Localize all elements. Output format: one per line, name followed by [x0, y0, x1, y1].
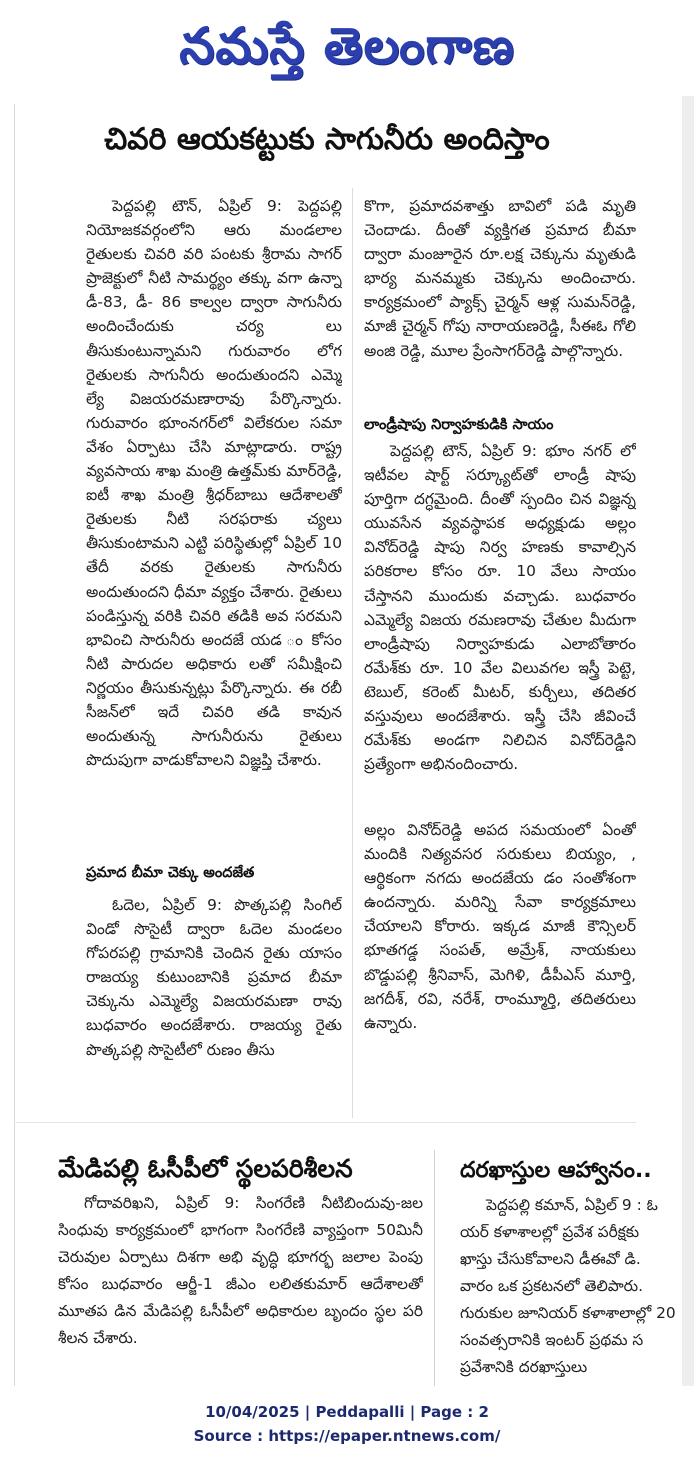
page-footer: [0, 1400, 694, 1448]
article-paragraph: ఓదెల, ఏప్రిల్ 9: పొత్కపల్లి సింగిల్ విండో సొసైటీ ద్వారా ఓదెల మండలం గోపరపల్లి గ్రామానికి చెందిన రైతు యాసం రాజయ్య కుటుంబానికి ప్రమాద బీమా చెక్కును ఎమ్మెల్యే విజయరమణా రావు బుధవారం అందజేశారు. రాజయ్య రైతు పొత్కపల్లి సొసైటీలో రుణం తీసు: [86, 896, 342, 1059]
article-line: గురుకుల జూనియర్ కళాశాలాల్లో 20: [460, 1304, 676, 1322]
article-paragraph: పెద్దపల్లి టౌన్, ఏప్రిల్ 9: పెద్దపల్లి నియోజకవర్గంలోని ఆరు మండలాల రైతులకు చివరి వరి పంటకు శ్రీరామ సాగర్ ప్రాజెక్టులో నీటి సామర్థ్యం తక్కు వగా ఉన్నా డీ-83, డీ- 86 కాల్వల ద్వారా సాగునీరు అందించేందుకు చర్య లు తీసుకుంటున్నామని గురువారం లోగ రైతులకు సాగునీరు అందుతుందని ఎమ్మె ల్యే విజయరమణారావు పేర్కొన్నారు. గురువారం భూంనగర్‌లో విలేకరుల సమా వేశం ఏర్పాటు చేసి మాట్లాడారు. రాష్ట్ర వ్యవసాయ శాఖ మంత్రి ఉత్తమ్‌కు మార్‌రెడ్డి, ఐటీ శాఖ మంత్రి శ్రీధర్‌బాబు ఆదేశాలతో రైతులకు నీటి సరఫరాకు చ్యలు తీసుకుంటామని ఎట్టి పరిస్థితుల్లో ఏప్రిల్ 10 తేదీ వరకు రైతులకు సాగునీరు అందుతుందని ధీమా వ్యక్తం చేశారు. రైతులు పండిస్తున్న వరికి చివరి తడికి అవ సరమని భావించి సారునీరు అందజే యడ ం కోసం నీటి పారుదల అధికారు లతో సమీక్షించి నిర్ణయం తీసుకున్నట్లు పేర్కొన్నారు. ఈ రబీ సీజన్‌లో ఇదే చివరి తడి కావున అందుతున్న సాగునీరును రైతులు పొదుపుగా వాడుకోవాలని విజ్ఞప్తి చేశారు.: [86, 197, 342, 770]
column-divider: [352, 188, 353, 1118]
newspaper-logo: నమస్తే తెలంగాణ: [179, 16, 515, 75]
article-column-1: [86, 194, 342, 816]
story-divider: [434, 1150, 435, 1386]
story-headline-medipalli: మేడిపల్లి ఓసీపీలో స్థలపరిశీలన: [58, 1154, 353, 1183]
article-paragraph: అల్లం వినోద్‌రెడ్డి అపద సమయంలో ఏంతో మందికి నిత్యవసర సరుకులు బియ్యం, , ఆర్థికంగా నగదు అందజేయ డం సంతోశంగా ఉందన్నారు. మరిన్ని సేవా కార్యక్రమాలు చేయాలని కోరారు. ఇక్కడ మాజీ కౌన్సిలర్ భూతగడ్డ సంపత్, అమ్రేశ్, నాయకులు బొడ్డుపల్లి శ్రీనివాస్, మెగిళి, డీపీఎస్ మూర్తి, జగదీశ్, రవి, నరేశ్, రాంమ్మూర్తి, తదితరులు ఉన్నారు.: [364, 821, 636, 1032]
article-paragraph: గోదావరిఖని, ఏప్రిల్ 9: సింగరేణి నీటిబిందువు-జల సింధువు కార్యక్రమంలో భాగంగా సింగరేణి వ్యాప్తంగా 50మినీ చెరువుల ఏర్పాటు దిశగా అభి వృద్ధి భూగర్భ జలాల పెంపు కోసం బుధవారం ఆర్జీ-1 జీఎం లలితకుమార్ ఆదేశాలతో మూతప డిన మేడిపల్లి ఓసీపీలో అధికారుల బృందం స్థల పరి శీలన చేశారు.: [58, 1194, 423, 1347]
subheading-insurance-cheque: ప్రమాద బీమా చెక్కు అందజేత: [86, 865, 255, 881]
article-line: ఖాస్తు చేసుకోవాలని డీఈవో డి.: [460, 1250, 641, 1268]
edition-info: 10/04/2025 | Peddapalli | Page : 2: [205, 1403, 489, 1421]
article-column-2: [364, 194, 636, 410]
story-headline-main: చివరి ఆయకట్టుకు సాగునీరు అందిస్తాం: [104, 122, 550, 157]
article-column-1-continued: [86, 893, 342, 1115]
section-rule: [14, 1122, 636, 1123]
article-paragraph: పెద్దపల్లి టౌన్, ఏప్రిల్ 9: భూం నగర్ లో ఇటీవల షార్ట్ సర్క్యూట్‌తో లాండ్రీ షాపు పూర్తిగా దగ్ధమైంది. దీంతో స్పందిం చిన విజ్ఞన్న యువసేన వ్యవస్థాపక అధ్యక్షుడు అల్లం వినోద్‌రెడ్డి షాపు నిర్వ హణకు కావాల్సిన పరికరాల కోసం రూ. 10 వేలు సాయం చేస్తానని ముందుకు వచ్చాడు. బుధవారం ఎమ్మెల్యే విజయ రమణరావు చేతుల మీదుగా లాండ్రీషాపు నిర్వాహకుడు ఎలాబోతారం రమేశ్‌కు రూ. 10 వేల విలువగల ఇస్త్రీ పెట్టె, టెబుల్, కరెంట్ మీటర్, కుర్చీలు, తదితర వస్తువులు అందజేశారు. ఇస్త్రీ చేసి జీవించే రమేశ్‌కు అండగా నిలిచిన వినోద్‌రెడ్డిని ప్రత్యేంగా అభినందించారు.: [364, 442, 636, 774]
article-body-applications: [460, 1192, 694, 1386]
article-line: సంవత్సరానికి ఇంటర్ ప్రథమ స: [460, 1331, 644, 1349]
subheading-laundry-help: లాండ్రీషాపు నిర్వాహకుడికి సాయం: [364, 417, 554, 433]
article-body-medipalli: [58, 1190, 423, 1386]
source-link[interactable]: Source : https://epaper.ntnews.com/: [193, 1427, 501, 1445]
article-line: ప్రవేశానికి దరఖాస్తులు: [460, 1358, 588, 1376]
clipping-left-edge: [14, 104, 15, 1386]
article-column-2-end: [364, 818, 636, 1120]
article-line: వారం ఒక ప్రకటనలో తెలిపారు.: [460, 1277, 643, 1295]
story-headline-applications: దరఖాస్తుల ఆహ్వానం..: [460, 1158, 652, 1183]
article-line: యర్ కళాశాలల్లో ప్రవేశ పరీక్షకు: [460, 1223, 640, 1241]
article-column-2-continued: [364, 439, 636, 821]
article-line: పెద్దపల్లి కమాన్, ఏప్రిల్ 9 : ఓ: [486, 1196, 658, 1214]
masthead: [0, 0, 694, 98]
article-paragraph: కొగా, ప్రమాదవశాత్తు బావిలో పడి మృతి చెందాడు. దీంతో వ్యక్తిగత ప్రమాద బీమా ద్వారా మంజూరైన రూ.లక్ష చెక్కును మృతుడి భార్య మనమ్మకు చెక్కును అందించారు. కార్యక్రమంలో ప్యాక్స్ చైర్మన్ ఆళ్ల సుమన్‌రెడ్డి, మాజీ చైర్మన్ గోపు నారాయణరెడ్డి, సీఈఓ గోలి అంజి రెడ్డి, మూల ప్రేంసాగర్‌రెడ్డి పాల్గొన్నారు.: [364, 197, 636, 360]
